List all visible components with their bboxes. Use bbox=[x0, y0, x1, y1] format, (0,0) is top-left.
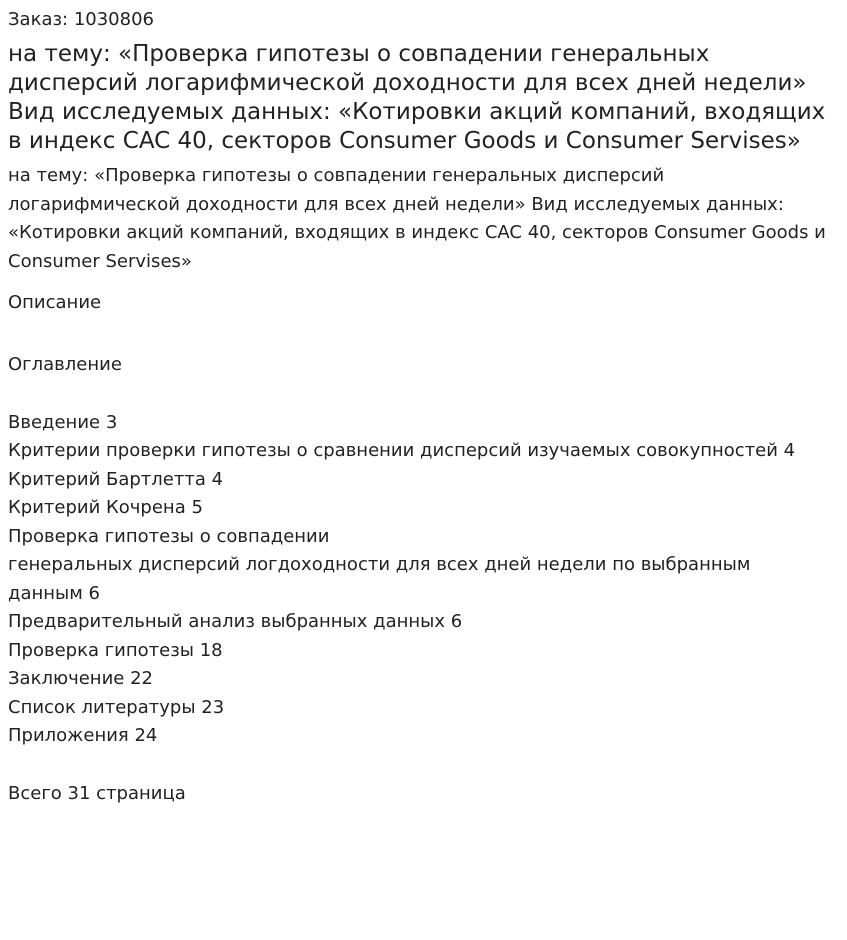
document-subtitle: на тему: «Проверка гипотезы о совпадении генеральных дисперсий логарифмической доходности для всех дней недели» Вид исследуемых данных: «Котировки акций компаний, входящих в индекс CAC 40, секторов Consumer Goods и Consumer Servises» bbox=[8, 165, 826, 273]
toc-item: Заключение 22 bbox=[8, 668, 153, 690]
toc-item: Введение 3 bbox=[8, 411, 118, 433]
description-label: Описание bbox=[8, 291, 102, 313]
table-of-contents bbox=[8, 409, 839, 751]
toc-item: Критерии проверки гипотезы о сравнении дисперсий изучаемых совокупностей 4 bbox=[8, 440, 796, 462]
toc-item: Критерий Бартлетта 4 bbox=[8, 468, 224, 490]
toc-item: Список литературы 23 bbox=[8, 696, 225, 718]
toc-item: данным 6 bbox=[8, 582, 100, 604]
toc-item: Критерий Кочрена 5 bbox=[8, 497, 203, 519]
toc-item: генеральных дисперсий логдоходности для всех дней недели по выбранным bbox=[8, 554, 751, 576]
toc-heading: Оглавление bbox=[8, 353, 122, 375]
toc-item: Предварительный анализ выбранных данных 6 bbox=[8, 611, 463, 633]
document-title: на тему: «Проверка гипотезы о совпадении генеральных дисперсий логарифмической доходности для всех дней недели» Вид исследуемых данных: «Котировки акций компаний, входящих в индекс CAC 40, секторов Consumer Goods и Consumer Servises» bbox=[8, 41, 826, 154]
total-pages: Всего 31 страница bbox=[8, 782, 186, 804]
toc-item: Проверка гипотезы о совпадении bbox=[8, 525, 330, 547]
toc-item: Проверка гипотезы 18 bbox=[8, 639, 223, 661]
toc-item: Приложения 24 bbox=[8, 725, 158, 747]
order-number: Заказ: 1030806 bbox=[8, 9, 154, 30]
